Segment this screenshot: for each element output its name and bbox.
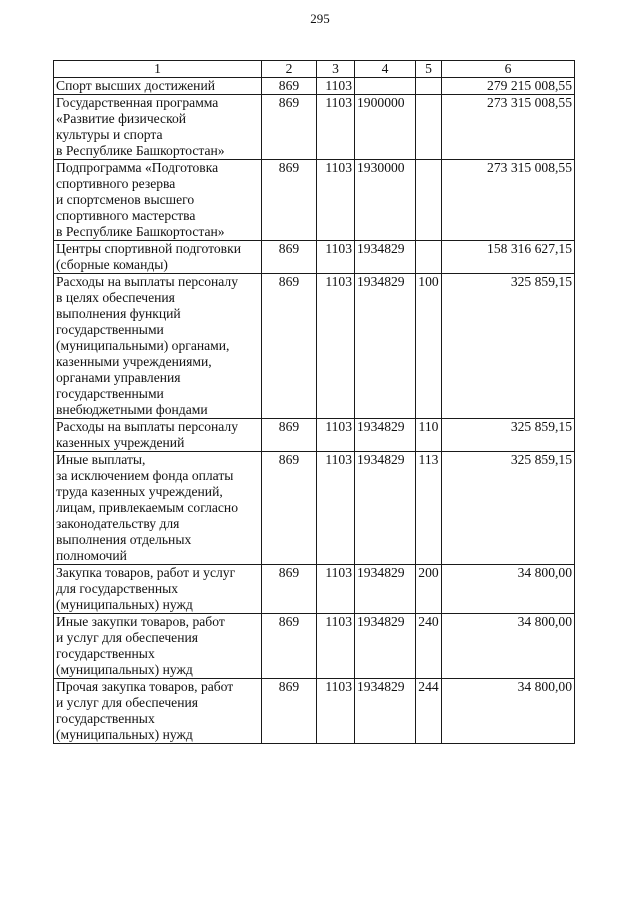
section-code-cell: 1103 <box>317 614 355 679</box>
ved-code-cell: 869 <box>262 241 317 274</box>
row-name-line: Расходы на выплаты персоналу <box>56 419 238 434</box>
expense-type-cell <box>416 160 442 241</box>
row-name-line: государственных <box>56 711 155 726</box>
row-name-cell <box>54 419 262 452</box>
row-name-line: государственными <box>56 322 164 337</box>
row-name-line: за исключением фонда оплаты <box>56 468 234 483</box>
target-article-cell <box>355 78 416 95</box>
row-name-line: труда казенных учреждений, <box>56 484 223 499</box>
table-row <box>54 614 575 679</box>
row-name-line: и спортсменов высшего <box>56 192 195 207</box>
ved-code-cell: 869 <box>262 452 317 565</box>
section-code-cell: 1103 <box>317 78 355 95</box>
section-code-cell: 1103 <box>317 160 355 241</box>
table-row <box>54 78 575 95</box>
header-cell: 5 <box>416 61 442 78</box>
target-article-cell: 1934829 <box>355 452 416 565</box>
table-row <box>54 241 575 274</box>
amount-cell: 325 859,15 <box>442 419 575 452</box>
row-name-line: (муниципальных) нужд <box>56 597 193 612</box>
amount-cell: 158 316 627,15 <box>442 241 575 274</box>
row-name-line: законодательству для <box>56 516 180 531</box>
row-name-cell <box>54 565 262 614</box>
row-name-line: в Республике Башкортостан» <box>56 143 225 158</box>
expense-type-cell: 113 <box>416 452 442 565</box>
row-name-line: Спорт высших достижений <box>56 78 215 93</box>
expense-type-cell <box>416 95 442 160</box>
expense-type-cell: 244 <box>416 679 442 744</box>
table-row <box>54 95 575 160</box>
row-name-line: в целях обеспечения <box>56 290 175 305</box>
header-cell: 3 <box>317 61 355 78</box>
row-name-line: «Развитие физической <box>56 111 187 126</box>
ved-code-cell: 869 <box>262 274 317 419</box>
amount-cell: 273 315 008,55 <box>442 160 575 241</box>
section-code-cell: 1103 <box>317 274 355 419</box>
expense-type-cell <box>416 241 442 274</box>
row-name-cell <box>54 95 262 160</box>
row-name-line: Подпрограмма «Подготовка <box>56 160 219 175</box>
table-row <box>54 274 575 419</box>
table-body <box>54 78 575 744</box>
target-article-cell: 1934829 <box>355 419 416 452</box>
row-name-line: (сборные команды) <box>56 257 168 272</box>
row-name-line: Иные закупки товаров, работ <box>56 614 225 629</box>
row-name-line: выполнения функций <box>56 306 181 321</box>
target-article-cell: 1934829 <box>355 565 416 614</box>
row-name-line: Закупка товаров, работ и услуг <box>56 565 236 580</box>
amount-cell: 273 315 008,55 <box>442 95 575 160</box>
section-code-cell: 1103 <box>317 241 355 274</box>
row-name-line: казенными учреждениями, <box>56 354 212 369</box>
ved-code-cell: 869 <box>262 95 317 160</box>
row-name-line: Иные выплаты, <box>56 452 146 467</box>
row-name-cell <box>54 160 262 241</box>
ved-code-cell: 869 <box>262 78 317 95</box>
row-name-line: спортивного мастерства <box>56 208 196 223</box>
table-row <box>54 679 575 744</box>
ved-code-cell: 869 <box>262 614 317 679</box>
header-cell: 1 <box>54 61 262 78</box>
header-row <box>54 61 575 78</box>
target-article-cell: 1934829 <box>355 679 416 744</box>
ved-code-cell: 869 <box>262 565 317 614</box>
row-name-line: Прочая закупка товаров, работ <box>56 679 234 694</box>
section-code-cell: 1103 <box>317 679 355 744</box>
budget-table <box>53 60 575 744</box>
section-code-cell: 1103 <box>317 95 355 160</box>
row-name-line: (муниципальных) нужд <box>56 727 193 742</box>
row-name-line: казенных учреждений <box>56 435 185 450</box>
row-name-cell <box>54 274 262 419</box>
target-article-cell: 1934829 <box>355 274 416 419</box>
ved-code-cell: 869 <box>262 419 317 452</box>
row-name-line: внебюджетными фондами <box>56 402 208 417</box>
expense-type-cell: 240 <box>416 614 442 679</box>
header-cell: 2 <box>262 61 317 78</box>
row-name-cell <box>54 452 262 565</box>
table-row <box>54 452 575 565</box>
target-article-cell: 1900000 <box>355 95 416 160</box>
row-name-cell <box>54 241 262 274</box>
row-name-line: для государственных <box>56 581 179 596</box>
target-article-cell: 1934829 <box>355 614 416 679</box>
row-name-line: (муниципальных) нужд <box>56 662 193 677</box>
row-name-line: и услуг для обеспечения <box>56 695 198 710</box>
row-name-line: выполнения отдельных <box>56 532 192 547</box>
row-name-cell <box>54 614 262 679</box>
target-article-cell: 1934829 <box>355 241 416 274</box>
ved-code-cell: 869 <box>262 679 317 744</box>
amount-cell: 325 859,15 <box>442 452 575 565</box>
row-name-cell <box>54 679 262 744</box>
header-cell: 4 <box>355 61 416 78</box>
section-code-cell: 1103 <box>317 565 355 614</box>
row-name-line: и услуг для обеспечения <box>56 630 198 645</box>
expense-type-cell: 100 <box>416 274 442 419</box>
amount-cell: 279 215 008,55 <box>442 78 575 95</box>
row-name-line: государственными <box>56 386 164 401</box>
expense-type-cell <box>416 78 442 95</box>
row-name-line: Государственная программа <box>56 95 219 110</box>
page-number: 295 <box>310 11 330 26</box>
row-name-line: органами управления <box>56 370 181 385</box>
amount-cell: 34 800,00 <box>442 565 575 614</box>
row-name-line: лицам, привлекаемым согласно <box>56 500 239 515</box>
table-row <box>54 419 575 452</box>
amount-cell: 325 859,15 <box>442 274 575 419</box>
row-name-line: спортивного резерва <box>56 176 176 191</box>
row-name-line: (муниципальными) органами, <box>56 338 230 353</box>
row-name-line: Центры спортивной подготовки <box>56 241 241 256</box>
target-article-cell: 1930000 <box>355 160 416 241</box>
row-name-line: в Республике Башкортостан» <box>56 224 225 239</box>
table-row <box>54 160 575 241</box>
row-name-cell <box>54 78 262 95</box>
amount-cell: 34 800,00 <box>442 614 575 679</box>
section-code-cell: 1103 <box>317 419 355 452</box>
expense-type-cell: 200 <box>416 565 442 614</box>
row-name-line: Расходы на выплаты персоналу <box>56 274 238 289</box>
table-row <box>54 565 575 614</box>
section-code-cell: 1103 <box>317 452 355 565</box>
ved-code-cell: 869 <box>262 160 317 241</box>
amount-cell: 34 800,00 <box>442 679 575 744</box>
row-name-line: культуры и спорта <box>56 127 163 142</box>
row-name-line: полномочий <box>56 548 127 563</box>
row-name-line: государственных <box>56 646 155 661</box>
header-cell: 6 <box>442 61 575 78</box>
expense-type-cell: 110 <box>416 419 442 452</box>
